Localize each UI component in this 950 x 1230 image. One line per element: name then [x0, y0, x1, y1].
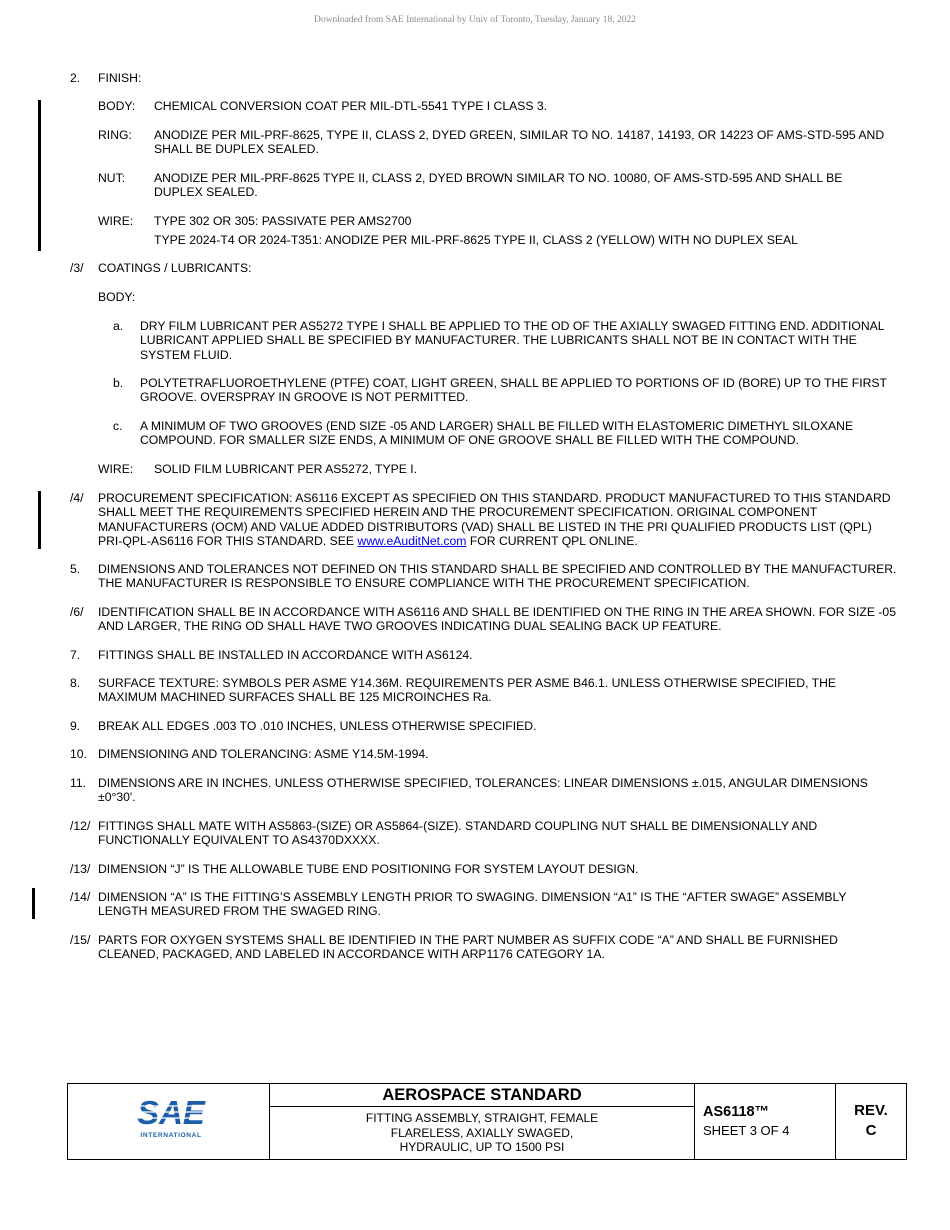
- note-number: 7.: [70, 648, 81, 662]
- item-b-label: b.: [113, 376, 124, 390]
- note-text: COATINGS / LUBRICANTS:: [98, 261, 252, 275]
- note-text: DIMENSION “J” IS THE ALLOWABLE TUBE END POSITIONING FOR SYSTEM LAYOUT DESIGN.: [98, 862, 639, 876]
- eauditnet-link[interactable]: www.eAuditNet.com: [357, 534, 467, 549]
- document-number-cell: [695, 1084, 836, 1159]
- title-line-1: FITTING ASSEMBLY, STRAIGHT, FEMALE: [365, 1111, 599, 1125]
- logo-cell: [68, 1084, 270, 1159]
- revision-bar: [38, 491, 41, 549]
- standard-header: AEROSPACE STANDARD: [270, 1084, 694, 1107]
- note-number: /13/: [70, 862, 91, 876]
- finish-nut-text: ANODIZE PER MIL-PRF-8625 TYPE II, CLASS 2, DYED BROWN SIMILAR TO NO. 10080, OF AMS-STD-595 AND SHALL BE DUPLEX SEALED.: [154, 171, 843, 200]
- finish-ring-label: RING:: [98, 128, 132, 142]
- finish-nut-label: NUT:: [98, 171, 126, 185]
- note-text: BREAK ALL EDGES .003 TO .010 INCHES, UNLESS OTHERWISE SPECIFIED.: [98, 719, 537, 733]
- note-number: 8.: [70, 676, 81, 690]
- title-line-2: FLARELESS, AXIALLY SWAGED,: [390, 1125, 574, 1140]
- item-c-text: A MINIMUM OF TWO GROOVES (END SIZE -05 AND LARGER) SHALL BE FILLED WITH ELASTOMERIC DIMETHYL SILOXANE COMPOUND. FOR SMALLER SIZE ENDS, A MINIMUM OF ONE GROOVE SHALL BE FILLED WITH THE COMPOUND.: [140, 419, 854, 448]
- coatings-wire-label: WIRE:: [98, 462, 134, 476]
- title-cell: [270, 1084, 695, 1159]
- note-text: DIMENSIONING AND TOLERANCING: ASME Y14.5M-1994.: [98, 747, 429, 761]
- item-a-text: DRY FILM LUBRICANT PER AS5272 TYPE I SHALL BE APPLIED TO THE OD OF THE AXIALLY SWAGED FITTING END. ADDITIONAL LUBRICANT APPLIED SHALL BE SPECIFIED BY MANUFACTURER. THE LUBRICANTS SHALL NOT BE IN CONTACT WITH THE SYSTEM FLUID.: [140, 319, 885, 362]
- coatings-wire-text: SOLID FILM LUBRICANT PER AS5272, TYPE I.: [154, 462, 418, 476]
- note-number: 9.: [70, 719, 81, 733]
- title-line-3: HYDRAULIC, UP TO 1500 PSI: [399, 1140, 565, 1154]
- finish-body-label: BODY:: [98, 99, 136, 113]
- document-number: AS6118™: [703, 1104, 770, 1120]
- revision-label: REV.: [854, 1102, 888, 1119]
- finish-wire-text-2: TYPE 2024-T4 OR 2024-T351: ANODIZE PER MIL-PRF-8625 TYPE II, CLASS 2 (YELLOW) WITH NO DUPLEX SEAL: [154, 233, 798, 247]
- finish-wire-text-1: TYPE 302 OR 305: PASSIVATE PER AMS2700: [154, 214, 412, 228]
- procurement-text: PROCUREMENT SPECIFICATION: AS6116 EXCEPT AS SPECIFIED ON THIS STANDARD. PRODUCT MANUFACTURED TO THIS STANDARD SHALL MEET THE REQUIREMENTS SPECIFIED HEREIN AND THE PROCUREMENT SPECIFICATION. ORIGINAL COMPONENT MANUFACTURERS (OCM) AND VALUE ADDED DISTRIBUTORS (VAD) SHALL BE LISTED IN THE PRI QUALIFIED PRODUCTS LIST (QPL) PRI-QPL-AS6116 FOR THIS STANDARD. SEE: [98, 491, 891, 549]
- revision-bar: [38, 100, 41, 251]
- note-number: /12/: [70, 819, 91, 833]
- finish-wire-label: WIRE:: [98, 214, 134, 228]
- finish-body-text: CHEMICAL CONVERSION COAT PER MIL-DTL-5541 TYPE I CLASS 3.: [154, 99, 548, 113]
- revision: [836, 1101, 906, 1141]
- sae-international-logo: [136, 1094, 206, 1142]
- item-a-label: a.: [113, 319, 124, 333]
- note-text: FITTINGS SHALL BE INSTALLED IN ACCORDANCE WITH AS6124.: [98, 648, 473, 662]
- note-text: DIMENSIONS AND TOLERANCES NOT DEFINED ON THIS STANDARD SHALL BE SPECIFIED AND CONTROLLED BY THE MANUFACTURER. THE MANUFACTURER IS RESPONSIBLE TO ENSURE COMPLIANCE WITH THE PROCUREMENT SPECIFICATION.: [98, 562, 897, 591]
- note-number: 2.: [70, 71, 81, 85]
- revision-value: C: [865, 1122, 877, 1139]
- logo-mark: SAE: [137, 1094, 205, 1131]
- note-number: 11.: [70, 776, 87, 790]
- note-text: SURFACE TEXTURE: SYMBOLS PER ASME Y14.36M. REQUIREMENTS PER ASME B46.1. UNLESS OTHERWISE SPECIFIED, THE MAXIMUM MACHINED SURFACES SHALL BE 125 MICROINCHES Ra.: [98, 676, 836, 705]
- note-text: [98, 491, 898, 549]
- download-watermark: Downloaded from SAE International by Univ of Toronto, Tuesday, January 18, 2022: [313, 15, 637, 25]
- revision-bar: [32, 888, 35, 919]
- logo-subtext: INTERNATIONAL: [140, 1132, 202, 1139]
- note-text: IDENTIFICATION SHALL BE IN ACCORDANCE WITH AS6116 AND SHALL BE IDENTIFIED ON THE RING IN THE AREA SHOWN. FOR SIZE -05 AND LARGER, THE RING OD SHALL HAVE TWO GROOVES INDICATING DUAL SEALING BACK UP FEATURE.: [98, 605, 896, 634]
- note-number: 5.: [70, 562, 81, 576]
- note-text: FITTINGS SHALL MATE WITH AS5863-(SIZE) OR AS5864-(SIZE). STANDARD COUPLING NUT SHALL BE DIMENSIONALLY AND FUNCTIONALLY EQUIVALENT TO AS4370DXXXX.: [98, 819, 818, 848]
- note-text: DIMENSIONS ARE IN INCHES. UNLESS OTHERWISE SPECIFIED, TOLERANCES: LINEAR DIMENSIONS ±.015, ANGULAR DIMENSIONS ±0°30'.: [98, 776, 868, 805]
- note-number: /4/: [70, 491, 84, 505]
- note-number: /15/: [70, 933, 91, 947]
- note-text: DIMENSION “A” IS THE FITTING’S ASSEMBLY LENGTH PRIOR TO SWAGING. DIMENSION “A1” IS THE “AFTER SWAGE” ASSEMBLY LENGTH MEASURED FROM THE SWAGED RING.: [98, 890, 847, 919]
- item-b-text: POLYTETRAFLUOROETHYLENE (PTFE) COAT, LIGHT GREEN, SHALL BE APPLIED TO PORTIONS OF ID (BORE) UP TO THE FIRST GROOVE. OVERSPRAY IN GROOVE IS NOT PERMITTED.: [140, 376, 887, 405]
- procurement-text-end: FOR CURRENT QPL ONLINE.: [466, 534, 638, 549]
- note-number: /14/: [70, 890, 91, 904]
- sheet-number: SHEET 3 OF 4: [703, 1123, 790, 1138]
- note-number: /3/: [70, 261, 84, 275]
- note-number: /6/: [70, 605, 84, 619]
- note-number: 10.: [70, 747, 87, 761]
- item-c-label: c.: [113, 419, 123, 433]
- title-block: [67, 1083, 907, 1160]
- note-text: FINISH:: [98, 71, 142, 85]
- note-text: PARTS FOR OXYGEN SYSTEMS SHALL BE IDENTIFIED IN THE PART NUMBER AS SUFFIX CODE “A” AND SHALL BE FURNISHED CLEANED, PACKAGED, AND LABELED IN ACCORDANCE WITH ARP1176 CATEGORY 1A.: [98, 933, 838, 962]
- finish-ring-text: ANODIZE PER MIL-PRF-8625, TYPE II, CLASS 2, DYED GREEN, SIMILAR TO NO. 14187, 14193, OR 14223 OF AMS-STD-595 AND SHALL BE DUPLEX SEALED.: [154, 128, 885, 157]
- revision-cell: [836, 1084, 906, 1159]
- coatings-body-label: BODY:: [98, 290, 136, 304]
- document-title: [270, 1111, 694, 1155]
